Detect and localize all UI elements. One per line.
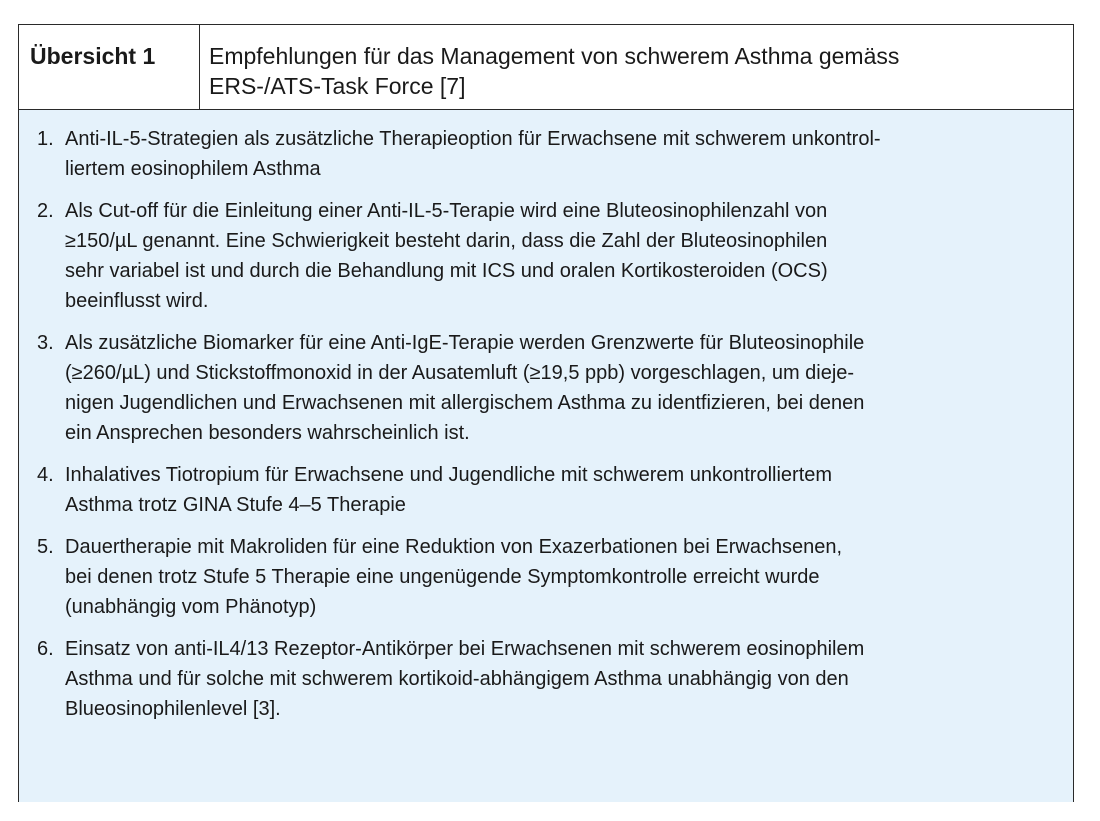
text-line: Dauertherapie mit Makroliden für eine Reduktion von Exazerbationen bei Erwachsenen,	[65, 536, 843, 558]
box-header	[19, 25, 1073, 110]
text-line: Als Cut-off für die Einleitung einer Anti-IL-5-Terapie wird eine Bluteosinophilenzahl von	[65, 200, 828, 222]
item-text	[65, 196, 1053, 316]
overview-title	[200, 25, 1073, 109]
text-line: Asthma trotz GINA Stufe 4–5 Therapie	[65, 494, 406, 516]
text-line: nigen Jugendlichen und Erwachsenen mit allergischem Asthma zu identfizieren, bei denen	[65, 392, 865, 414]
title-line: ERS-/ATS-Task Force [7]	[209, 73, 466, 99]
text-line: bei denen trotz Stufe 5 Therapie eine ungenügende Symptomkontrolle erreicht wurde	[65, 566, 820, 588]
text-line: Blueosinophilenlevel [3].	[65, 698, 281, 720]
text-line: Inhalatives Tiotropium für Erwachsene und Jugendliche mit schwerem unkontrolliertem	[65, 464, 833, 486]
text-line: Einsatz von anti-IL4/13 Rezeptor-Antikörper bei Erwachsenen mit schwerem eosinophilem	[65, 638, 865, 660]
text-line: beeinflusst wird.	[65, 290, 209, 312]
list-item	[37, 196, 1053, 316]
list-item	[37, 328, 1053, 448]
list-item	[37, 634, 1053, 724]
text-line: (≥260/µL) und Stickstoffmonoxid in der Ausatemluft (≥19,5 ppb) vorgeschlagen, um dieje-	[65, 362, 855, 384]
text-line: Anti-IL-5-Strategien als zusätzliche Therapieoption für Erwachsene mit schwerem unkontrol-	[65, 128, 881, 150]
text-line: Asthma und für solche mit schwerem kortikoid-abhängigem Asthma unabhängig von den	[65, 668, 849, 690]
item-text	[65, 460, 1053, 520]
item-number: 6.	[37, 638, 54, 660]
item-text	[65, 634, 1053, 724]
recommendation-list	[19, 110, 1073, 802]
overview-label: Übersicht 1	[19, 25, 200, 109]
item-text	[65, 532, 1053, 622]
item-number: 1.	[37, 128, 54, 150]
text-line: Als zusätzliche Biomarker für eine Anti-IgE-Terapie werden Grenzwerte für Bluteosinophile	[65, 332, 865, 354]
item-text	[65, 124, 1053, 184]
list-item	[37, 124, 1053, 184]
list-item	[37, 460, 1053, 520]
text-line: ≥150/µL genannt. Eine Schwierigkeit besteht darin, dass die Zahl der Bluteosinophilen	[65, 230, 828, 252]
overview-box	[18, 24, 1074, 802]
item-number: 3.	[37, 332, 54, 354]
item-number: 2.	[37, 200, 54, 222]
list-item	[37, 532, 1053, 622]
text-line: liertem eosinophilem Asthma	[65, 158, 321, 180]
text-line: (unabhängig vom Phänotyp)	[65, 596, 317, 618]
text-line: ein Ansprechen besonders wahrscheinlich ist.	[65, 422, 470, 444]
title-line: Empfehlungen für das Management von schwerem Asthma gemäss	[209, 43, 900, 69]
item-text	[65, 328, 1053, 448]
item-number: 5.	[37, 536, 54, 558]
item-number: 4.	[37, 464, 54, 486]
text-line: sehr variabel ist und durch die Behandlung mit ICS und oralen Kortikosteroiden (OCS)	[65, 260, 828, 282]
